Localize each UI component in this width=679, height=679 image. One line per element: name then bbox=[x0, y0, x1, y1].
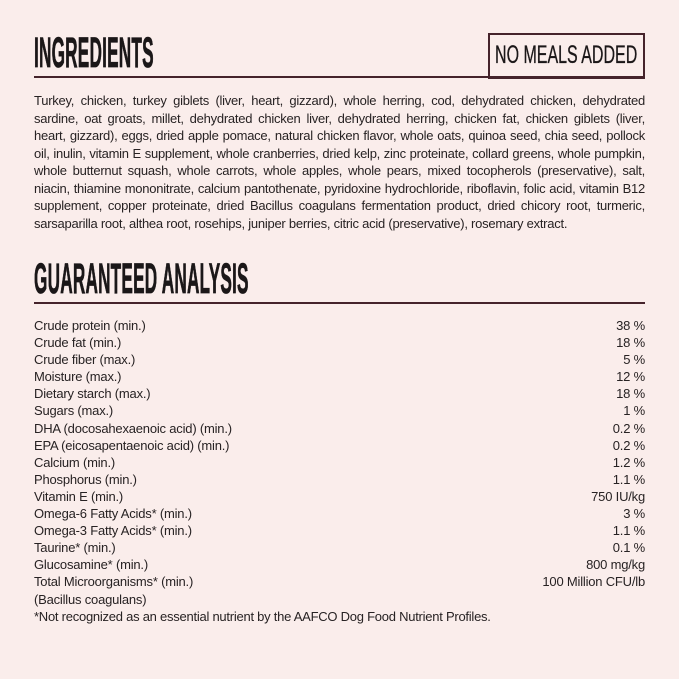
nutrient-label: Glucosamine* (min.) bbox=[34, 557, 148, 573]
nutrient-label: Crude protein (min.) bbox=[34, 318, 146, 333]
table-row bbox=[34, 488, 645, 505]
nutrient-value: 18 % bbox=[616, 386, 645, 402]
no-meals-added-badge bbox=[488, 33, 645, 79]
guaranteed-analysis-header bbox=[34, 255, 645, 304]
table-row bbox=[34, 420, 645, 437]
table-row bbox=[34, 522, 645, 539]
nutrient-label: Total Microorganisms* (min.) bbox=[34, 574, 194, 590]
nutrient-label: (Bacillus coagulans) bbox=[34, 591, 147, 607]
nutrient-value: 0.2 % bbox=[612, 437, 645, 453]
table-row bbox=[34, 385, 645, 402]
guaranteed-analysis-table bbox=[34, 317, 645, 608]
aafco-footnote: *Not recognized as an essential nutrient by the AAFCO Dog Food Nutrient Profiles. bbox=[34, 608, 491, 624]
table-row bbox=[34, 539, 645, 556]
nutrient-value: 12 % bbox=[616, 369, 645, 385]
table-row bbox=[34, 573, 645, 590]
nutrient-value: 800 mg/kg bbox=[586, 557, 645, 573]
nutrient-label: Omega-6 Fatty Acids* (min.) bbox=[34, 506, 192, 522]
table-row bbox=[34, 454, 645, 471]
nutrient-value: 0.2 % bbox=[612, 420, 645, 436]
table-row bbox=[34, 368, 645, 385]
label-page bbox=[0, 29, 679, 679]
nutrient-label: Taurine* (min.) bbox=[34, 540, 116, 556]
nutrient-value: 18 % bbox=[616, 335, 645, 351]
nutrient-label: DHA (docosahexaenoic acid) (min.) bbox=[34, 420, 232, 436]
nutrient-value: 3 % bbox=[623, 506, 645, 522]
nutrient-label: Calcium (min.) bbox=[34, 454, 115, 470]
table-row bbox=[34, 437, 645, 454]
nutrient-label: EPA (eicosapentaenoic acid) (min.) bbox=[34, 437, 230, 453]
ingredients-list-text: Turkey, chicken, turkey giblets (liver, heart, gizzard), whole herring, cod, dehydrated chicken, dehydrated sardine, oat groats, millet, dehydrated chicken liver, dehydrated herring, chicken fat, chicken giblets (liver, heart, gizzard), eggs, dried apple pomace, natural chicken flavor, whole oats, quinoa seed, chia seed, pollock oil, inulin, vitamin E supplement, whole cranberries, dried kelp, zinc proteinate, collard greens, whole pumpkin, whole butternut squash, whole carrots, whole apples, whole pears, mixed tocopherols (preservative), salt, niacin, thiamine mononitrate, calcium pantothenate, pyridoxine hydrochloride, riboflavin, folic acid, vitamin B12 supplement, copper proteinate, dried Bacillus coagulans fermentation product, dried chicory root, turmeric, sarsaparilla root, althea root, rosehips, juniper berries, citric acid (preservative), rosemary extract. bbox=[34, 93, 645, 231]
nutrient-label: Crude fiber (max.) bbox=[34, 352, 136, 368]
ingredients-title: INGREDIENTS bbox=[34, 29, 154, 78]
nutrient-label: Phosphorus (min.) bbox=[34, 471, 137, 487]
table-row bbox=[34, 351, 645, 368]
nutrient-label: Moisture (max.) bbox=[34, 369, 122, 385]
nutrient-label: Crude fat (min.) bbox=[34, 335, 122, 351]
nutrient-value: 1.1 % bbox=[612, 471, 645, 487]
nutrient-value: 750 IU/kg bbox=[591, 488, 645, 504]
nutrient-value: 5 % bbox=[623, 352, 645, 368]
nutrient-value: 1.1 % bbox=[612, 523, 645, 539]
nutrient-value: 0.1 % bbox=[612, 540, 645, 556]
table-row bbox=[34, 591, 645, 608]
nutrient-value: 38 % bbox=[616, 318, 645, 333]
table-row bbox=[34, 402, 645, 419]
table-row bbox=[34, 505, 645, 522]
nutrient-value: 1.2 % bbox=[612, 454, 645, 470]
nutrient-label: Vitamin E (min.) bbox=[34, 488, 124, 504]
table-row bbox=[34, 334, 645, 351]
nutrient-label: Omega-3 Fatty Acids* (min.) bbox=[34, 523, 192, 539]
guaranteed-analysis-title: GUARANTEED ANALYSIS bbox=[34, 255, 249, 304]
nutrient-value: 100 Million CFU/lb bbox=[542, 574, 645, 590]
table-row bbox=[34, 471, 645, 488]
nutrient-label: Sugars (max.) bbox=[34, 403, 114, 419]
table-row bbox=[34, 556, 645, 573]
ingredients-header bbox=[34, 29, 645, 78]
nutrient-value: 1 % bbox=[623, 403, 645, 419]
no-meals-added-badge-label: NO MEALS ADDED bbox=[495, 41, 638, 70]
nutrient-label: Dietary starch (max.) bbox=[34, 386, 151, 402]
table-row bbox=[34, 317, 645, 334]
